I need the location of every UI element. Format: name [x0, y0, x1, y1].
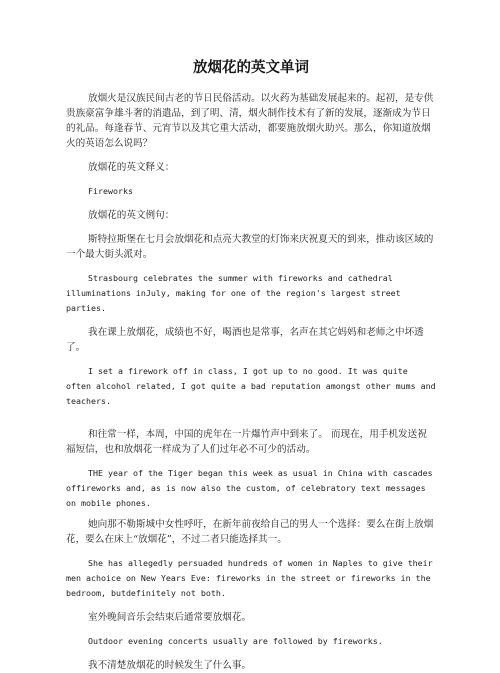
- example-1-en: Strasbourg celebrates the summer with fireworks and cathedral illuminations inJuly, making for one of the region's largest street parties.: [66, 273, 401, 313]
- page-title: 放烟花的英文单词: [193, 59, 309, 76]
- example-6-zh: 我不清楚放烟花的时候发生了什么事。: [88, 660, 252, 671]
- example-4-en: She has allegedly persuaded hundreds of women in Naples to give their men achoice on New Years Eve: fireworks in the street or fireworks in the bedroom, butdefinitely not both.: [66, 558, 433, 598]
- example-2-en: I set a firework off in class, I got up to no good. It was quite often alcohol related, I got quite a bad reputation amongst other mums and teachers.: [66, 366, 436, 406]
- example-3-zh: 和往常一样，本周，中国的虎年在一片爆竹声中到来了。 而现在，用手机发送祝福短信，也和放烟花一样成为了人们过年必不可少的活动。: [66, 429, 427, 455]
- example-1-zh: 斯特拉斯堡在七月会放烟花和点亮大教堂的灯饰来庆祝夏天的到来，推动该区域的一个最大街头派对。: [66, 234, 434, 260]
- example-2-zh: 我在课上放烟花，成绩也不好，喝酒也是常事，名声在其它妈妈和老师之中坏透了。: [66, 327, 424, 353]
- example-3-en: THE year of the Tiger began this week as usual in China with cascades offireworks and, as is now also the custom, of celebratory text messages on mobile phones.: [66, 468, 433, 508]
- definition-value: Fireworks: [88, 186, 133, 196]
- intro-paragraph: 放烟火是汉族民间古老的节日民俗活动。以火药为基础发展起来的。起初，是专供贵族豪富争雄斗奢的消遣品，到了明、清，烟火制作技术有了新的发展，逐渐成为节日的礼品。每逢春节、元宵节以及其它重大活动，都要施放烟火助兴。那么，你知道放烟火的英语怎么说吗？: [66, 93, 434, 149]
- example-4-zh: 她向那不勒斯城中女性呼吁，在新年前夜给自己的男人一个选择：要么在街上放烟花，要么在床上“放烟花”，不过二者只能选择其一。: [66, 519, 434, 545]
- definition-label: 放烟花的英文释义：: [88, 162, 175, 173]
- example-5-en: Outdoor evening concerts usually are followed by fireworks.: [88, 636, 383, 646]
- examples-label: 放烟花的英文例句：: [88, 210, 175, 221]
- example-5-zh: 室外晚间音乐会结束后通常要放烟花。: [88, 612, 252, 623]
